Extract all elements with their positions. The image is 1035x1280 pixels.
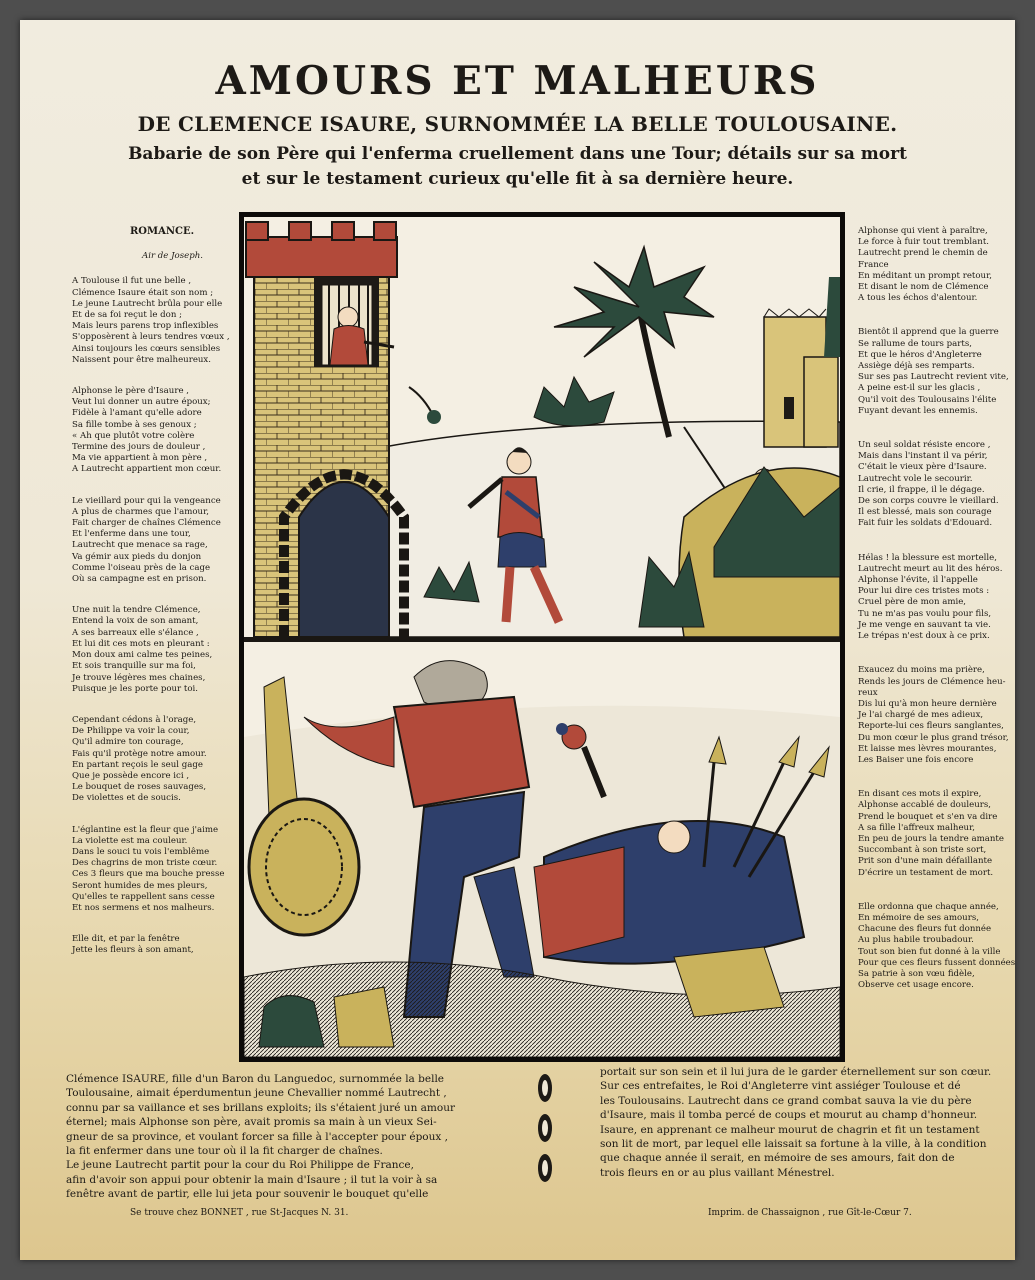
verse-line: Mon doux ami calme tes peines, xyxy=(72,650,213,661)
verse-line: Des chagrins de mon triste cœur. xyxy=(72,858,218,869)
verse-line: A Toulouse il fut une belle , xyxy=(72,276,192,287)
narrative-line: les Toulousains. Lautrecht dans ce grand combat sauva la vie du père xyxy=(600,1094,972,1107)
narrative-line: trois fleurs en or au plus vaillant Ménestrel. xyxy=(600,1166,835,1179)
verse-line: Fuyant devant les ennemis. xyxy=(858,405,978,416)
verse-line: Lautrecht que menace sa rage, xyxy=(72,540,208,551)
verse-line: Tu ne m'as pas voulu pour fils, xyxy=(858,608,992,619)
verse-line: Sa patrie à son vœu fidèle, xyxy=(858,968,975,979)
verse-line: Dans le souci tu vois l'emblême xyxy=(72,846,210,857)
verse-stanza xyxy=(858,553,1010,643)
verse-line: Se rallume de tours parts, xyxy=(858,338,972,349)
description-line: et sur le testament curieux qu'elle fit à sa dernière heure. xyxy=(241,169,794,189)
narrative-line: connu par sa vaillance et ses brillans exploits; ils s'étaient juré un amour xyxy=(66,1101,455,1114)
verse-line: Mais leurs parens trop inflexibles xyxy=(72,321,219,332)
verse-line: Comme l'oiseau près de la cage xyxy=(72,562,211,573)
publisher-imprint: Se trouve chez BONNET , rue St-Jacques N. 31. xyxy=(130,1208,349,1218)
verse-line: En partant reçois le seul gage xyxy=(72,759,203,770)
narrative-line: d'Isaure, mais il tomba percé de coups et mourut au champ d'honneur. xyxy=(600,1109,978,1122)
verse-line: Termine des jours de douleur , xyxy=(72,442,206,453)
verse-line: Mais dans l'instant il va périr, xyxy=(858,451,988,462)
verse-line: Et disant le nom de Clémence xyxy=(858,282,989,293)
verse-line: Le bouquet de roses sauvages, xyxy=(72,782,207,793)
verse-line: Dis lui qu'à mon heure dernière xyxy=(858,698,997,709)
verse-line: reux xyxy=(858,687,878,698)
narrative-right xyxy=(600,1065,1012,1180)
verse-line: Observe cet usage encore. xyxy=(858,980,974,991)
verse-line: Fait charger de chaînes Clémence xyxy=(72,518,221,529)
narrative-line: son lit de mort, par lequel elle laissait sa fortune à la ville, à la condition xyxy=(600,1138,987,1151)
broadside-sheet xyxy=(20,20,1015,1260)
verse-line: Pour lui dire ces tristes mots : xyxy=(858,586,990,597)
scene-divider xyxy=(244,637,840,642)
verse-line: Et l'enferme dans une tour, xyxy=(72,529,191,540)
verse-line: Fidèle à l'amant qu'elle adore xyxy=(72,408,202,419)
verse-stanza xyxy=(858,440,1010,530)
verse-line: Je l'ai chargé de mes adieux, xyxy=(858,710,984,721)
verse-line: En mémoire de ses amours, xyxy=(858,912,979,923)
verse-line: Chacune des fleurs fut donnée xyxy=(858,924,992,935)
verse-line: Tout son bien fut donné à la ville xyxy=(858,946,1001,957)
verse-line: Cependant cédons à l'orage, xyxy=(72,714,197,725)
verse-line: Elle dit, et par la fenêtre xyxy=(72,934,180,945)
narrative-line: Toulousaine, aimait éperdumentun jeune Chevallier nommé Lautrecht , xyxy=(66,1087,447,1100)
verse-line: France xyxy=(858,259,889,270)
narrative-line: Sur ces entrefaites, le Roi d'Angleterre vint assiéger Toulouse et dé xyxy=(600,1080,961,1093)
verse-line: Le jeune Lautrecht brûla pour elle xyxy=(72,298,223,309)
narrative-line: Le jeune Lautrecht partit pour la cour du Roi Philippe de France, xyxy=(66,1159,414,1172)
ornament-divider xyxy=(525,1068,565,1208)
verse-line: Et lui dit ces mots en pleurant : xyxy=(72,638,210,649)
verse-line: Pour que ces fleurs fussent données xyxy=(858,957,1015,968)
helmet-plume xyxy=(259,996,324,1047)
narrative-line: la fit enfermer dans une tour où il la fit charger de chaînes. xyxy=(66,1145,383,1158)
verse-line: Veut lui donner un autre époux; xyxy=(72,397,211,408)
verse-stanza xyxy=(72,934,242,956)
verse-line: Exaucez du moins ma prière, xyxy=(858,665,985,676)
verse-stanza xyxy=(858,789,1010,879)
fallen-helmet xyxy=(334,987,394,1047)
verse-stanza xyxy=(72,605,242,695)
narrative-line: fenêtre avant de partir, elle lui jeta pour souvenir le bouquet qu'elle xyxy=(66,1188,429,1201)
verse-line: A ses barreaux elle s'élance , xyxy=(72,627,199,638)
right-stanzas xyxy=(858,226,1015,991)
verse-line: Sur ses pas Lautrecht revient vite, xyxy=(858,372,1009,383)
narrative-line: éternel; mais Alphonse son père, avait promis sa main à un vieux Sei- xyxy=(66,1116,437,1129)
romance-right-column xyxy=(858,226,1015,1014)
verse-stanza xyxy=(72,715,242,805)
verse-line: Elle ordonna que chaque année, xyxy=(858,901,999,912)
romance-heading: ROMANCE. xyxy=(130,226,195,237)
verse-line: Rends les jours de Clémence heu- xyxy=(858,676,1006,687)
verse-line: Hélas ! la blessure est mortelle, xyxy=(858,552,997,563)
verse-line: Il crie, il frappe, il le dégage. xyxy=(858,484,985,495)
verse-line: De Philippe va voir la cour, xyxy=(72,726,190,737)
verse-line: Qu'il voit des Toulousains l'élite xyxy=(858,394,997,405)
page-title: AMOURS ET MALHEURS xyxy=(215,58,820,104)
description-line: Babarie de son Père qui l'enferma cruellement dans une Tour; détails sur sa mort xyxy=(128,144,907,164)
verse-line: « Ah que plutôt votre colère xyxy=(72,430,195,441)
verse-line: Le trépas n'est doux à ce prix. xyxy=(858,631,990,642)
verse-stanza xyxy=(858,665,1010,766)
page-description xyxy=(75,142,960,192)
verse-stanza xyxy=(858,226,1010,304)
verse-line: Alphonse qui vient à paraître, xyxy=(858,226,988,236)
verse-line: A sa fille l'affreux malheur, xyxy=(858,822,975,833)
verse-stanza xyxy=(72,386,242,476)
verse-line: C'était le vieux père d'Isaure. xyxy=(858,462,987,473)
verse-line: Ma vie appartient à mon père , xyxy=(72,453,208,464)
verse-line: Alphonse accablé de douleurs, xyxy=(858,800,992,811)
verse-line: Les Baiser une fois encore xyxy=(858,754,974,765)
verse-line: Clémence Isaure était son nom ; xyxy=(72,287,214,298)
verse-line: Que je possède encore ici , xyxy=(72,770,190,781)
verse-line: Au plus habile troubadour. xyxy=(858,935,974,946)
verse-line: Puisque je les porte pour toi. xyxy=(72,683,198,694)
verse-line: De violettes et de soucis. xyxy=(72,793,181,804)
verse-stanza xyxy=(858,901,1015,992)
verse-line: Où sa campagne est en prison. xyxy=(72,574,207,585)
verse-line: Prend le bouquet et s'en va dire xyxy=(858,811,998,822)
verse-line: En disant ces mots il expire, xyxy=(858,789,982,800)
verse-line: Le vieillard pour qui la vengeance xyxy=(72,495,221,506)
verse-line: Qu'elles te rappellent sans cesse xyxy=(72,891,215,902)
verse-line: Bientôt il apprend que la guerre xyxy=(858,327,999,338)
verse-line: Je me venge en sauvant ta vie. xyxy=(858,619,991,630)
verse-line: Le force à fuir tout tremblant. xyxy=(858,237,990,248)
verse-line: Une nuit la tendre Clémence, xyxy=(72,605,201,616)
verse-line: Et sois tranquille sur ma foi, xyxy=(72,661,196,672)
verse-line: Prit son d'une main défaillante xyxy=(858,856,993,867)
verse-line: Et que le héros d'Angleterre xyxy=(858,349,982,360)
verse-line: Ces 3 fleurs que ma bouche presse xyxy=(72,869,225,880)
verse-line: En méditant un prompt retour, xyxy=(858,270,992,281)
verse-stanza xyxy=(72,825,242,915)
romance-left-column xyxy=(72,226,242,977)
verse-line: Succombant à son triste sort, xyxy=(858,845,987,856)
verse-line: Qu'il admire ton courage, xyxy=(72,737,184,748)
verse-line: Lautrecht vole le secourir. xyxy=(858,473,973,484)
narrative-line: gneur de sa province, et voulant forcer sa fille à l'accepter pour époux , xyxy=(66,1130,448,1143)
verse-line: Seront humides de mes pleurs, xyxy=(72,880,208,891)
left-stanzas xyxy=(72,276,242,956)
verse-line: Et de sa foi reçut le don ; xyxy=(72,310,183,321)
verse-line: D'écrire un testament de mort. xyxy=(858,867,994,878)
narrative-line: portait sur son sein et il lui jura de le garder éternellement sur son cœur. xyxy=(600,1066,992,1078)
verse-line: Alphonse l'évite, il l'appelle xyxy=(858,575,978,586)
verse-line: A peine est-il sur les glacis , xyxy=(858,383,981,394)
verse-line: A tous les échos d'alentour. xyxy=(858,293,978,304)
verse-line: Il est blessé, mais son courage xyxy=(858,507,992,518)
page-subtitle: DE CLEMENCE ISAURE, SURNOMMÉE LA BELLE TOULOUSAINE. xyxy=(137,112,898,136)
woodcut-illustration xyxy=(239,212,845,1062)
verse-line: Naissent pour être malheureux. xyxy=(72,354,212,365)
verse-line: Fais qu'il protège notre amour. xyxy=(72,748,207,759)
narrative-line: Clémence ISAURE, fille d'un Baron du Languedoc, surnommée la belle xyxy=(66,1073,445,1085)
verse-line: Lautrecht prend le chemin de xyxy=(858,248,988,259)
verse-line: Je trouve légères mes chaines, xyxy=(72,672,206,683)
verse-line: Fait fuir les soldats d'Edouard. xyxy=(858,518,993,529)
printer-imprint: Imprim. de Chassaignon , rue Gît-le-Cœur 7. xyxy=(708,1208,912,1218)
verse-line: S'opposèrent à leurs tendres vœux , xyxy=(72,332,230,343)
tower xyxy=(246,222,404,637)
verse-line: Un seul soldat résiste encore , xyxy=(858,440,991,451)
verse-line: Assiège déjà ses remparts. xyxy=(858,361,975,372)
verse-line: De son corps couvre le vieillard. xyxy=(858,496,999,507)
fallen-armor xyxy=(674,947,784,1017)
verse-line: Cruel père de mon amie, xyxy=(858,597,967,608)
narrative-line: afin d'avoir son appui pour obtenir la main d'Isaure ; il tut la voir à sa xyxy=(66,1173,438,1186)
verse-line: Entend la voix de son amant, xyxy=(72,616,199,627)
verse-line: En peu de jours la tendre amante xyxy=(858,833,1004,844)
narrative-left xyxy=(66,1072,506,1202)
verse-line: Alphonse le père d'Isaure , xyxy=(72,386,189,397)
verse-line: Jette les fleurs à son amant, xyxy=(72,945,194,956)
verse-line: A plus de charmes que l'amour, xyxy=(72,506,209,517)
verse-stanza xyxy=(858,327,1010,417)
verse-line: Reporte-lui ces fleurs sanglantes, xyxy=(858,721,1004,732)
narrative-line: Isaure, en apprenant ce malheur mourut de chagrin et fit un testament xyxy=(600,1123,980,1136)
verse-line: A Lautrecht appartient mon cœur. xyxy=(72,464,222,475)
verse-line: Et nos sermens et nos malheurs. xyxy=(72,902,215,913)
verse-line: Ainsi toujours les cœurs sensibles xyxy=(72,343,221,354)
verse-stanza xyxy=(72,496,242,586)
woodcut-scene xyxy=(244,217,840,1057)
verse-line: L'églantine est la fleur que j'aime xyxy=(72,824,219,835)
narrative-line: que chaque année il serait, en mémoire de ses amours, fait don de xyxy=(600,1152,955,1165)
verse-stanza xyxy=(72,276,242,366)
verse-line: Et laisse mes lèvres mourantes, xyxy=(858,743,997,754)
verse-line: La violette est ma couleur. xyxy=(72,835,188,846)
verse-line: Du mon cœur le plus grand trésor, xyxy=(858,732,1009,743)
verse-line: Lautrecht meurt au lit des héros. xyxy=(858,563,1003,574)
romance-air: Air de Joseph. xyxy=(142,251,203,262)
bouquet-flower xyxy=(427,410,441,424)
verse-line: Va gémir aux pieds du donjon xyxy=(72,551,202,562)
verse-line: Sa fille tombe à ses genoux ; xyxy=(72,419,197,430)
